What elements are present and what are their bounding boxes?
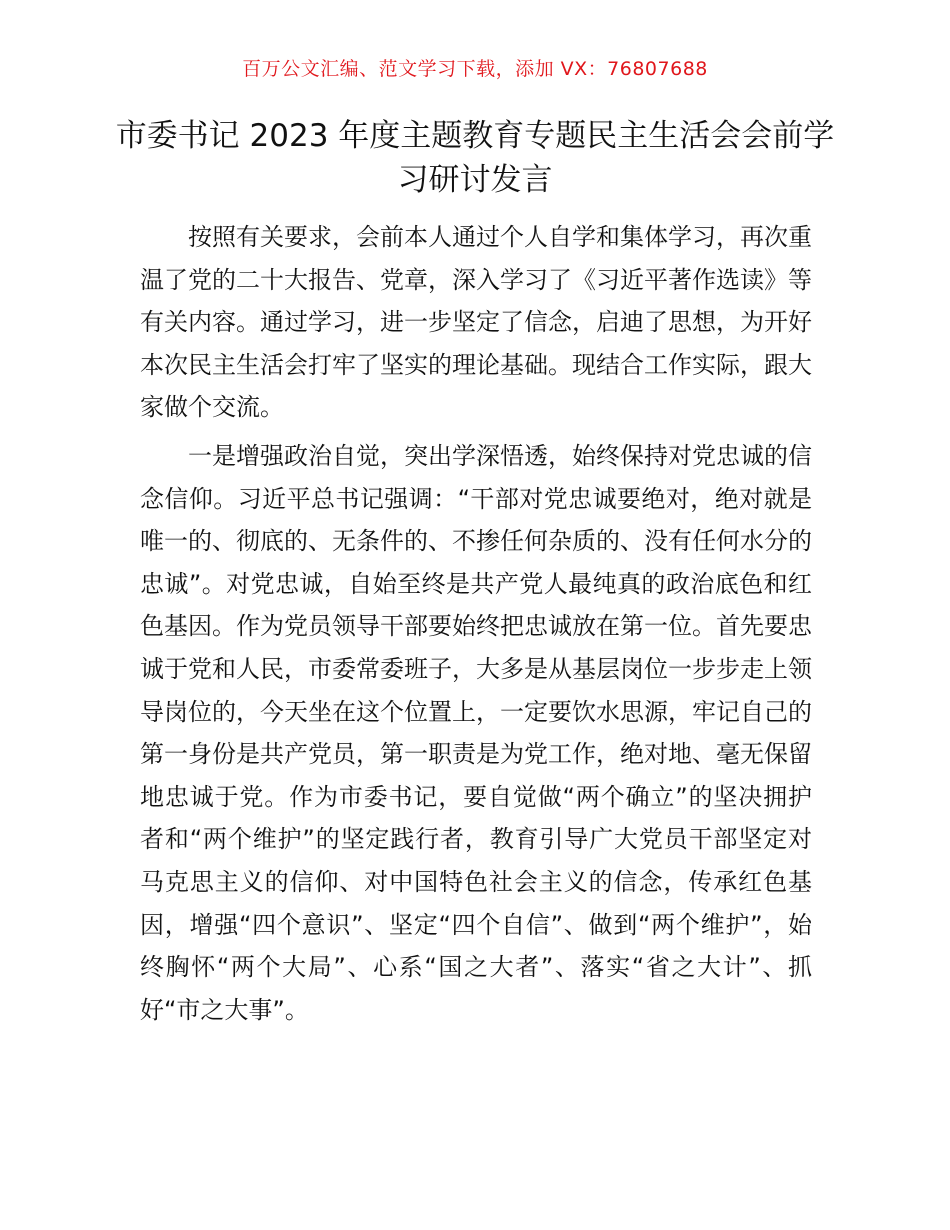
paragraph-point-one: 一是增强政治自觉，突出学深悟透，始终保持对党忠诚的信念信仰。习近平总书记强调：“干部对党忠诚要绝对，绝对就是唯一的、彻底的、无条件的、不掺任何杂质的、没有任何水分的忠诚”。对党忠诚，自始至终是共产党人最纯真的政治底色和红色基因。作为党员领导干部要始终把忠诚放在第一位。首先要忠诚于党和人民，市委常委班子，大多是从基层岗位一步步走上领导岗位的，今天坐在这个位置上，一定要饮水思源，牢记自己的第一身份是共产党员，第一职责是为党工作，绝对地、毫无保留地忠诚于党。作为市委书记，要自觉做“两个确立”的坚决拥护者和“两个维护”的坚定践行者，教育引导广大党员干部坚定对马克思主义的信仰、对中国特色社会主义的信念，传承红色基因，增强“四个意识”、坚定“四个自信”、做到“两个维护”，始终胸怀“两个大局”、心系“国之大者”、落实“省之大计”、抓好“市之大事”。 [140,441,812,1024]
document-body [140,216,812,1037]
paragraph-intro: 按照有关要求，会前本人通过个人自学和集体学习，再次重温了党的二十大报告、党章，深入学习了《习近平著作选读》等有关内容。通过学习，进一步坚定了信念，启迪了思想，为开好本次民主生活会打牢了坚实的理论基础。现结合工作实际，跟大家做个交流。 [140,223,812,422]
header-watermark: 百万公文汇编、范文学习下载，添加 VX：76807688 [242,58,708,80]
document-title: 市委书记 2023 年度主题教育专题民主生活会会前学习研讨发言 [115,118,835,198]
